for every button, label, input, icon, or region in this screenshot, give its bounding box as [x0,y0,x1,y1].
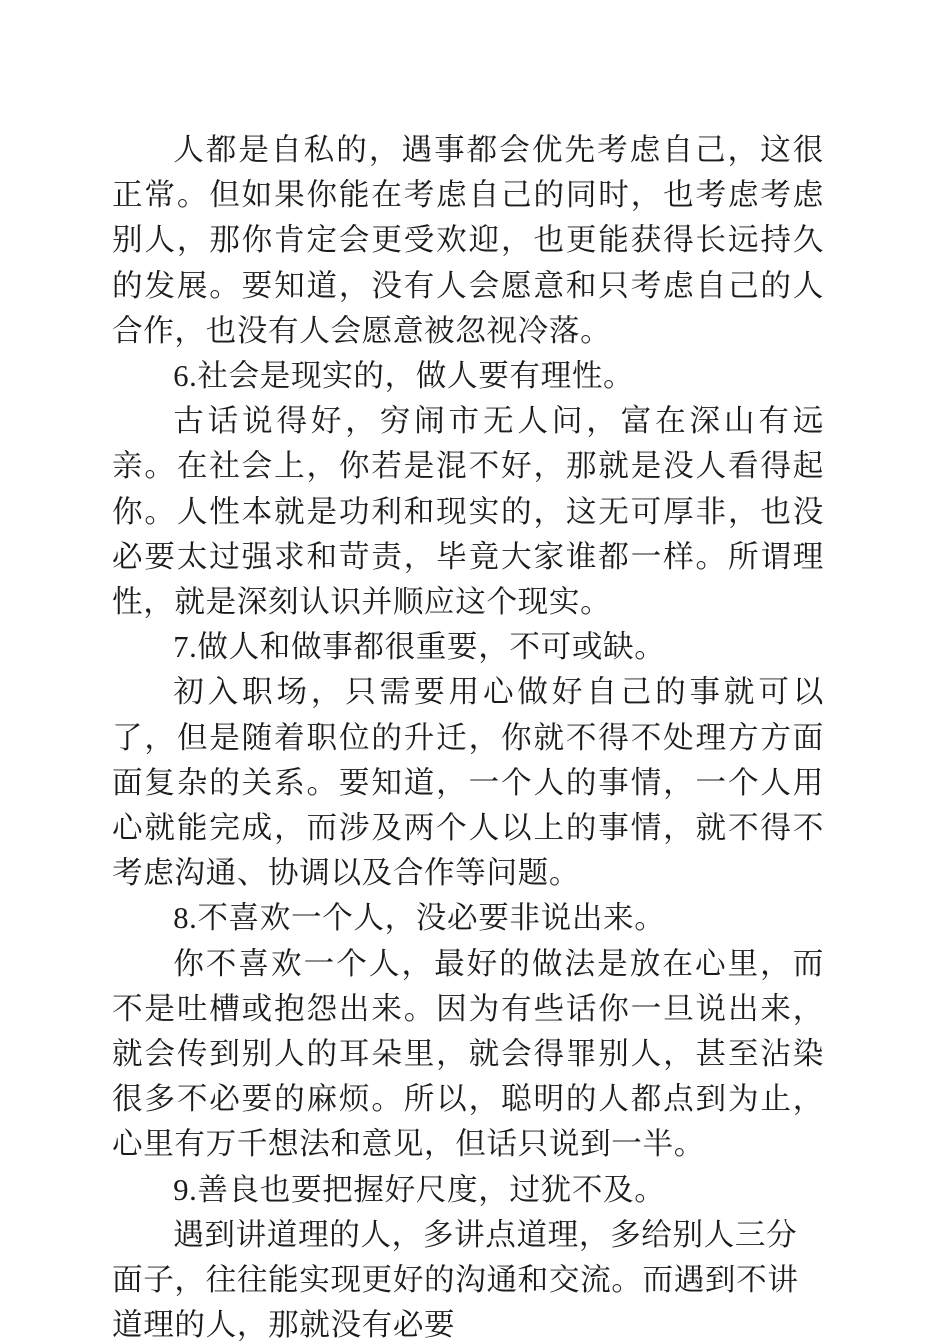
paragraph-continuation: 人都是自私的，遇事都会优先考虑自己，这很正常。但如果你能在考虑自己的同时，也考虑考虑别人，那你肯定会更受欢迎，也更能获得长远持久的发展。要知道，没有人会愿意和只考虑自己的人合作，也没有人会愿意被忽视冷落。 [112,133,824,348]
list-heading-8: 8.不喜欢一个人，没必要非说出来。 [173,901,666,936]
list-heading-9: 9.善良也要把握好尺度，过犹不及。 [173,1172,666,1207]
paragraph-body-6: 古话说得好，穷闹市无人问，富在深山有远亲。在社会上，你若是混不好，那就是没人看得起你。人性本就是功利和现实的，这无可厚非，也没必要太过强求和苛责，毕竟大家谁都一样。所谓理性，就是深刻认识并顺应这个现实。 [112,404,824,620]
paragraph-body-7: 初入职场，只需要用心做好自己的事就可以了，但是随着职位的升迁，你就不得不处理方方面面复杂的关系。要知道，一个人的事情，一个人用心就能完成，而涉及两个人以上的事情，就不得不考虑沟通、协调以及合作等问题。 [112,675,824,891]
paragraph-body-9: 遇到讲道理的人，多讲点道理，多给别人三分面子，往往能实现更好的沟通和交流。而遇到不讲道理的人，那就没有必要 [112,1217,799,1343]
list-heading-7: 7.做人和做事都很重要，不可或缺。 [173,630,666,665]
text-column [112,128,824,1344]
paragraph-body-8: 你不喜欢一个人，最好的做法是放在心里，而不是吐槽或抱怨出来。因为有些话你一旦说出来，就会传到别人的耳朵里，就会得罪别人，甚至沾染很多不必要的麻烦。所以，聪明的人都点到为止，心里有万千想法和意见，但话只说到一半。 [112,946,824,1162]
list-heading-6: 6.社会是现实的，做人要有理性。 [173,359,635,394]
